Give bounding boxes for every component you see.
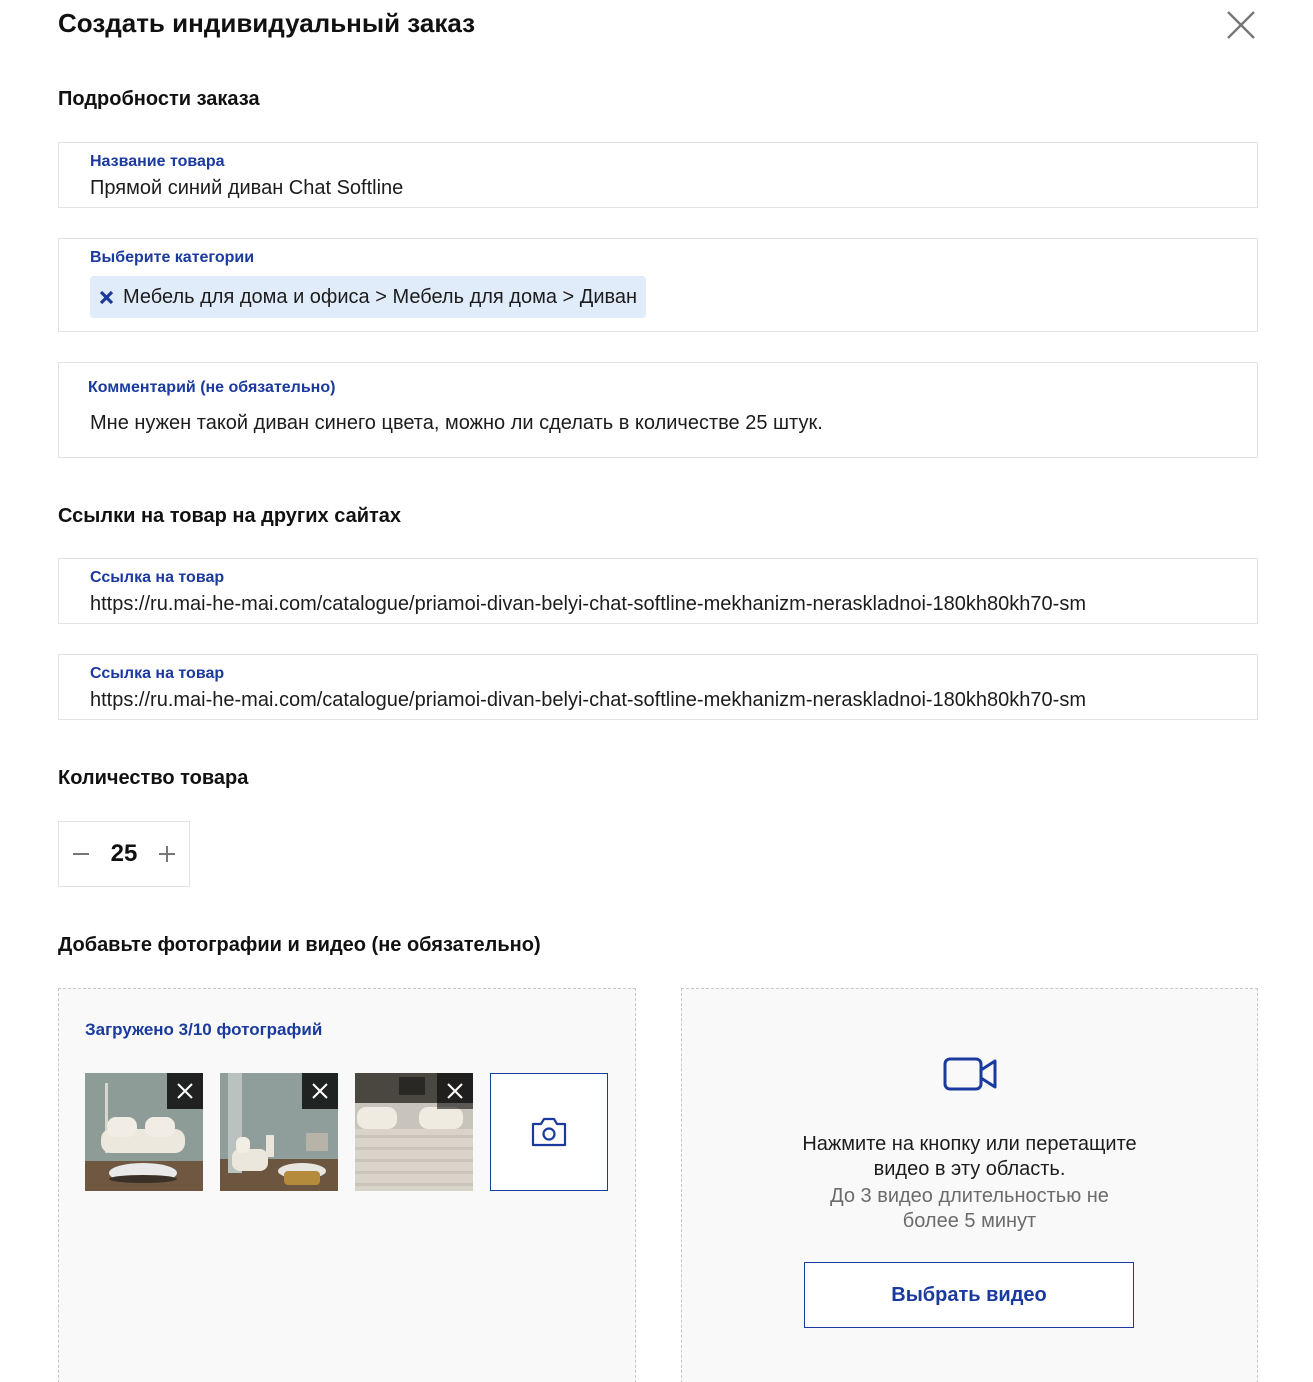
video-hint: До 3 видео длительностью не более 5 минут: [830, 1185, 1109, 1232]
photo-drop-zone[interactable]: [58, 988, 636, 1382]
close-icon: [302, 1073, 338, 1109]
link-label-1: Ссылка на товар: [90, 569, 225, 586]
photo-thumbnail-1[interactable]: [85, 1073, 203, 1191]
section-title-details: Подробности заказа: [58, 88, 260, 110]
add-photo-button[interactable]: [490, 1073, 608, 1191]
upload-count: Загружено 3/10 фотографий: [85, 1020, 323, 1039]
remove-photo-button-1[interactable]: [167, 1073, 203, 1109]
link-value-2[interactable]: https://ru.mai-he-mai.com/catalogue/priamoi-divan-belyi-chat-softline-mekhanizm-neraskladnoi-180kh80kh70-sm: [90, 689, 1086, 711]
product-name-field[interactable]: [58, 142, 1258, 208]
category-chip-label: Мебель для дома и офиса > Мебель для дома > Диван: [123, 285, 638, 308]
quantity-value[interactable]: 25: [110, 840, 138, 867]
plus-button[interactable]: [157, 844, 177, 864]
category-label: Выберите категории: [90, 249, 255, 266]
remove-photo-button-3[interactable]: [437, 1073, 473, 1109]
plus-icon: [157, 844, 177, 864]
comment-label: Комментарий (не обязательно): [88, 379, 336, 396]
link-label-2: Ссылка на товар: [90, 665, 225, 682]
close-button[interactable]: [1222, 6, 1260, 44]
section-title-media: Добавьте фотографии и видео (не обязательно): [58, 934, 541, 956]
link-field-1[interactable]: [58, 558, 1258, 624]
close-icon: [167, 1073, 203, 1109]
comment-field[interactable]: [58, 362, 1258, 458]
modal-title: Создать индивидуальный заказ: [58, 8, 476, 38]
video-drop-zone[interactable]: [681, 988, 1258, 1382]
remove-photo-button-2[interactable]: [302, 1073, 338, 1109]
x-icon[interactable]: [98, 289, 115, 306]
product-name-value[interactable]: Прямой синий диван Chat Softline: [90, 177, 404, 199]
close-icon: [1222, 6, 1260, 44]
choose-video-button[interactable]: Выбрать видео: [804, 1262, 1134, 1328]
category-field[interactable]: [58, 238, 1258, 332]
category-chip: [90, 276, 646, 318]
quantity-stepper: [58, 821, 190, 887]
photo-thumbnail-2[interactable]: [220, 1073, 338, 1191]
photo-thumbnail-3[interactable]: [355, 1073, 473, 1191]
minus-button[interactable]: [71, 844, 91, 864]
comment-value[interactable]: Мне нужен такой диван синего цвета, можно ли сделать в количестве 25 штук.: [90, 412, 823, 434]
camera-icon: [529, 1115, 569, 1149]
minus-icon: [71, 844, 91, 864]
video-instruction: Нажмите на кнопку или перетащите видео в эту область.: [802, 1133, 1137, 1180]
product-name-label: Название товара: [90, 153, 225, 170]
section-title-links: Ссылки на товар на других сайтах: [58, 505, 402, 527]
link-value-1[interactable]: https://ru.mai-he-mai.com/catalogue/priamoi-divan-belyi-chat-softline-mekhanizm-neraskladnoi-180kh80kh70-sm: [90, 593, 1086, 615]
video-camera-icon: [942, 1054, 1000, 1094]
close-icon: [437, 1073, 473, 1109]
section-title-quantity: Количество товара: [58, 767, 249, 789]
link-field-2[interactable]: [58, 654, 1258, 720]
